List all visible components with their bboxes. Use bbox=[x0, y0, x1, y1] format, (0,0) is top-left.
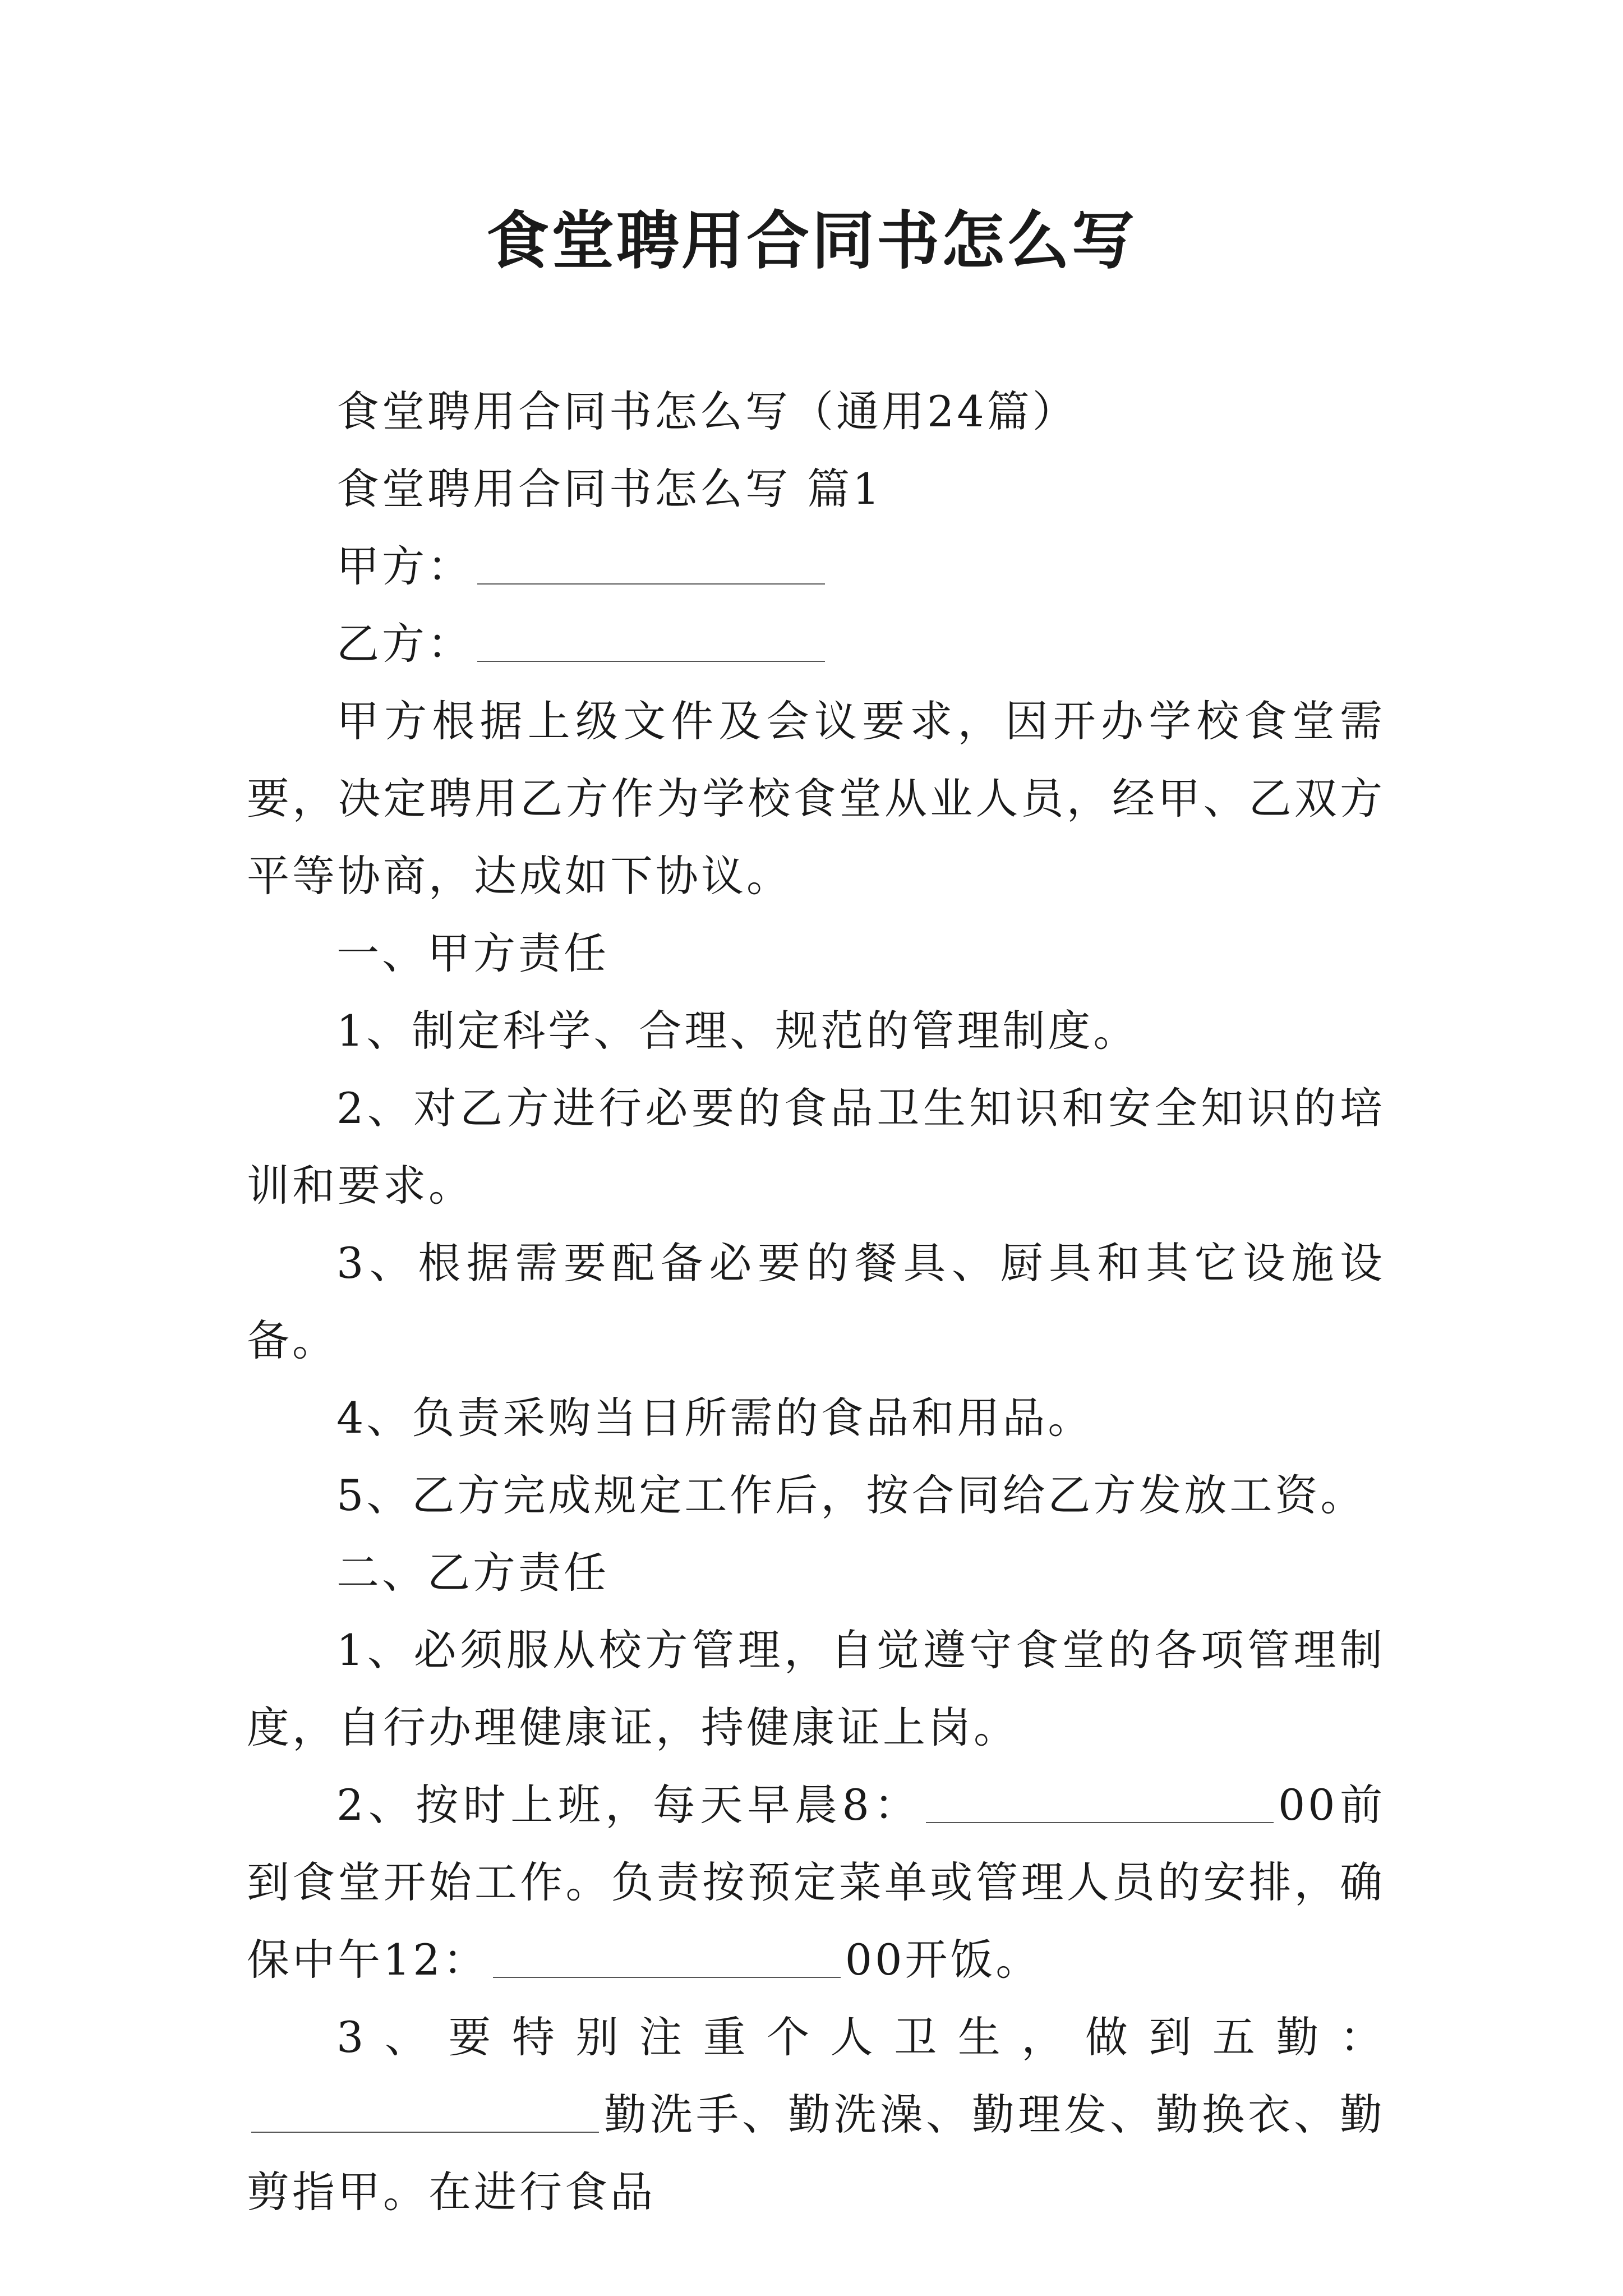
paragraph-text: 1、必须服从校方管理，自觉遵守食堂的各项管理制度，自行办理健康证，持健康证上岗。 bbox=[247, 1625, 1385, 1752]
paragraph-text: 2、按时上班，每天早晨8： bbox=[336, 1780, 921, 1830]
paragraph-text: 食堂聘用合同书怎么写（通用24篇） bbox=[336, 386, 1078, 436]
paragraph bbox=[247, 1612, 1385, 1766]
paragraph-text: 3、根据需要配备必要的餐具、厨具和其它设施设备。 bbox=[247, 1238, 1385, 1365]
paragraph bbox=[247, 915, 1385, 992]
paragraph-text: 甲方： bbox=[336, 541, 473, 591]
paragraph bbox=[247, 1070, 1385, 1225]
paragraph bbox=[247, 1457, 1385, 1534]
fill-in-blank[interactable] bbox=[926, 1788, 1274, 1823]
paragraph-text: 勤洗手、勤洗澡、勤理发、勤换衣、勤剪指甲。在进行食品 bbox=[247, 2090, 1385, 2217]
paragraph bbox=[247, 605, 1385, 683]
paragraph-text: 3、要特别注重个人卫生，做到五勤： bbox=[336, 2012, 1385, 2062]
paragraph bbox=[247, 1999, 1385, 2231]
fill-in-blank[interactable] bbox=[477, 550, 825, 585]
fill-in-blank[interactable] bbox=[477, 627, 825, 662]
paragraph-text: 一、甲方责任 bbox=[336, 928, 609, 978]
paragraph-text: 1、制定科学、合理、规范的管理制度。 bbox=[336, 1006, 1139, 1056]
paragraph-text: 食堂聘用合同书怎么写 篇1 bbox=[336, 464, 883, 514]
paragraph-text: 2、对乙方进行必要的食品卫生知识和安全知识的培训和要求。 bbox=[247, 1083, 1385, 1211]
paragraph-text: 00前到食堂开始工作。负责按预定菜单或管理人员的安排，确保中午12： bbox=[247, 1780, 1385, 1985]
paragraph bbox=[247, 450, 1385, 528]
paragraph-text: 5、乙方完成规定工作后，按合同给乙方发放工资。 bbox=[336, 1470, 1366, 1520]
paragraph-text: 00开饭。 bbox=[845, 1935, 1041, 1985]
paragraph bbox=[247, 373, 1385, 450]
paragraph-text: 4、负责采购当日所需的食品和用品。 bbox=[336, 1393, 1094, 1443]
paragraph bbox=[247, 683, 1385, 915]
paragraph bbox=[247, 1766, 1385, 1999]
paragraph-text: 乙方： bbox=[336, 619, 473, 669]
document-body bbox=[247, 373, 1385, 2231]
paragraph bbox=[247, 992, 1385, 1070]
paragraph bbox=[247, 1225, 1385, 1379]
fill-in-blank[interactable] bbox=[251, 2098, 599, 2133]
fill-in-blank[interactable] bbox=[493, 1943, 841, 1978]
paragraph bbox=[247, 528, 1385, 605]
paragraph bbox=[247, 1534, 1385, 1612]
document-title: 食堂聘用合同书怎么写 bbox=[486, 204, 1137, 278]
paragraph-text: 甲方根据上级文件及会议要求，因开办学校食堂需要，决定聘用乙方作为学校食堂从业人员，经甲、乙双方平等协商，达成如下协议。 bbox=[247, 696, 1385, 901]
paragraph bbox=[247, 1379, 1385, 1457]
paragraph-text: 二、乙方责任 bbox=[336, 1548, 609, 1598]
